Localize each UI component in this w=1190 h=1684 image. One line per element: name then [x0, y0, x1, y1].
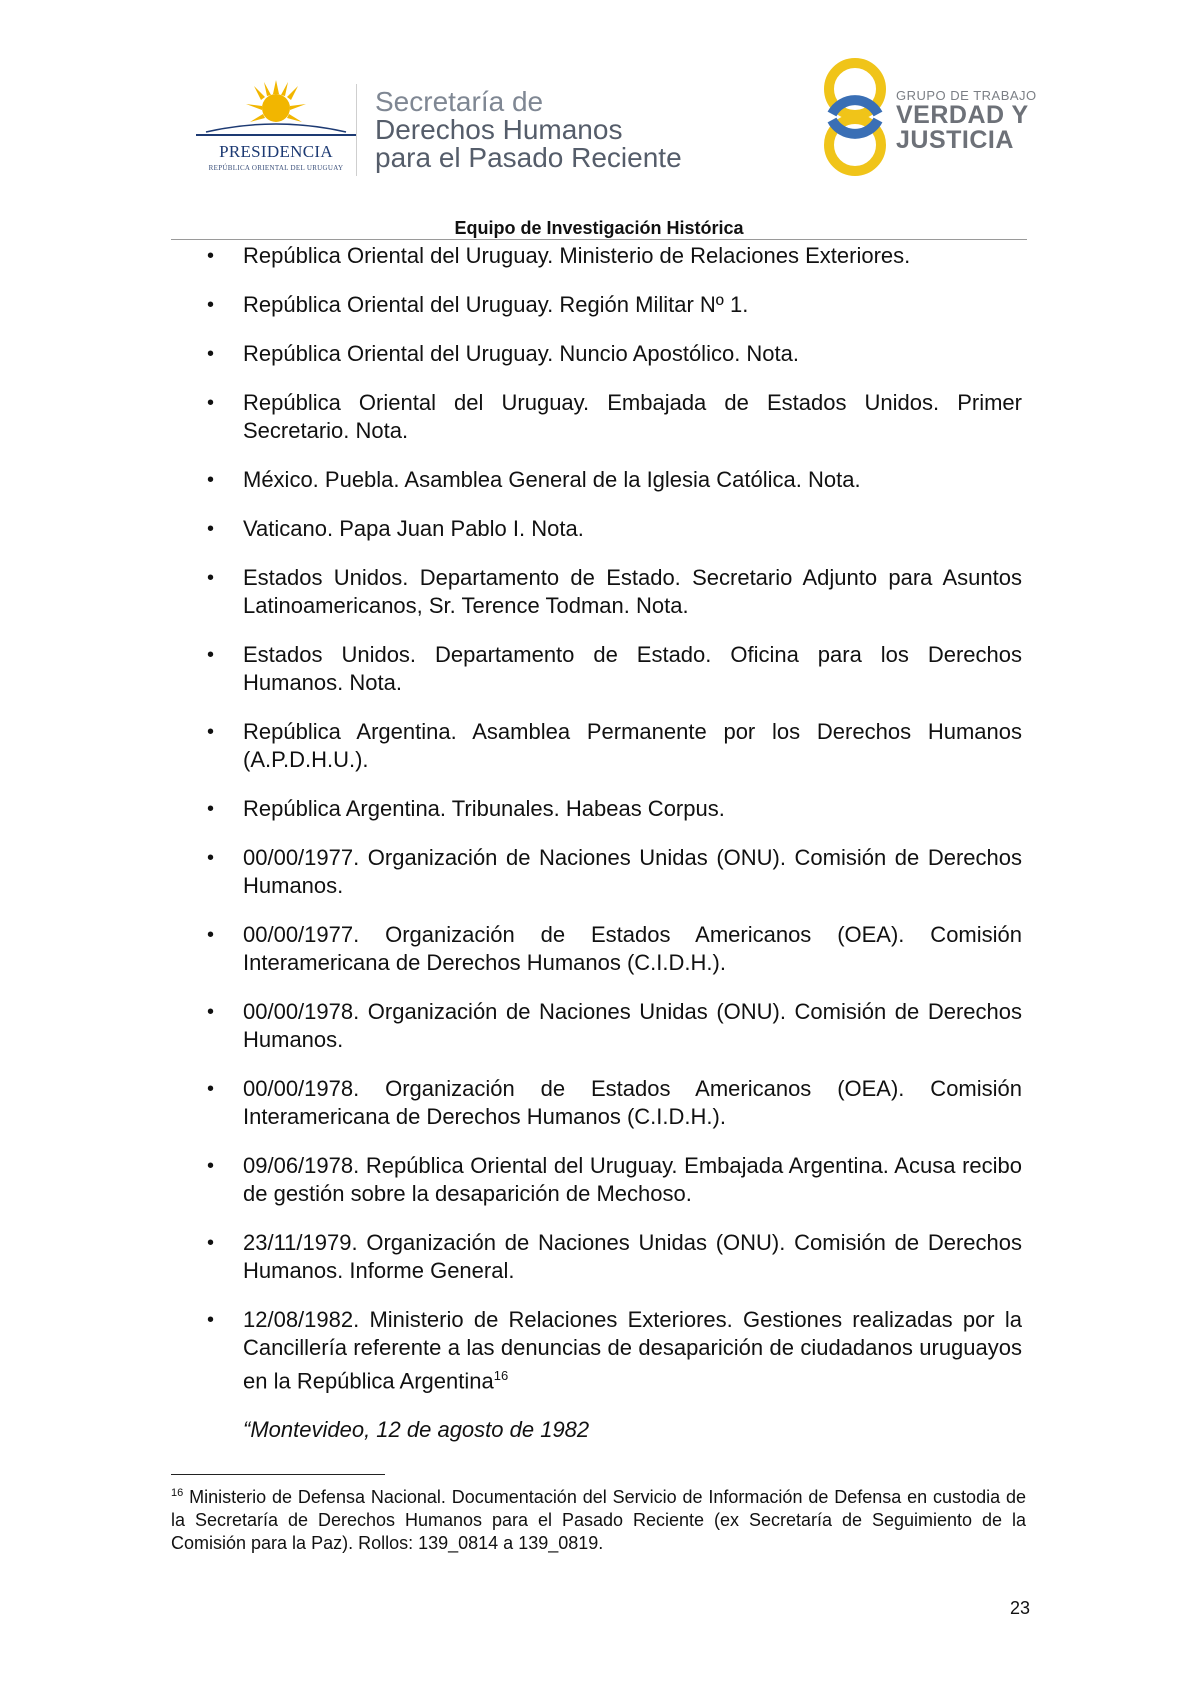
list-item: • República Oriental del Uruguay. Ministerio de Relaciones Exteriores. [207, 242, 1022, 270]
list-item: • Estados Unidos. Departamento de Estado. Oficina para los Derechos Humanos. Nota. [207, 641, 1022, 697]
list-item-text: 12/08/1982. Ministerio de Relaciones Exteriores. Gestiones realizadas por la Cancillería referente a las denuncias de desaparición de ciudadanos uruguayos en la República Argentina [243, 1307, 1022, 1394]
list-item: • República Argentina. Tribunales. Habeas Corpus. [207, 795, 1022, 823]
team-title: Equipo de Investigación Histórica [454, 218, 744, 238]
presidencia-rule [196, 134, 356, 136]
quote-text: “Montevideo, 12 de agosto de 1982 [243, 1417, 590, 1443]
sun-icon [196, 80, 356, 140]
presidencia-word: PRESIDENCIA [219, 142, 333, 161]
list-item: • República Oriental del Uruguay. Región Militar Nº 1. [207, 291, 1022, 319]
secretaria-line-2: Derechos Humanos [375, 114, 623, 145]
list-item: • 00/00/1978. Organización de Naciones Unidas (ONU). Comisión de Derechos Humanos. [207, 998, 1022, 1054]
list-item: • República Oriental del Uruguay. Embajada de Estados Unidos. Primer Secretario. Nota. [207, 389, 1022, 445]
list-item: • 00/00/1977. Organización de Naciones Unidas (ONU). Comisión de Derechos Humanos. [207, 844, 1022, 900]
secretaria-line-3: para el Pasado Reciente [375, 142, 682, 173]
footnote-ref[interactable]: 16 [493, 1368, 509, 1383]
secretaria-line-1: Secretaría de [375, 86, 544, 117]
list-item: • Estados Unidos. Departamento de Estado. Secretario Adjunto para Asuntos Latinoamericanos, Sr. Terence Todman. Nota. [207, 564, 1022, 620]
presidencia-logo [196, 80, 356, 180]
list-item: • 00/00/1977. Organización de Estados Americanos (OEA). Comisión Interamericana de Derechos Humanos (C.I.D.H.). [207, 921, 1022, 977]
verdad-justicia-logo-icon [820, 56, 890, 178]
page-number: 23 [1009, 1598, 1030, 1618]
list-item: • 23/11/1979. Organización de Naciones Unidas (ONU). Comisión de Derechos Humanos. Informe General. [207, 1229, 1022, 1285]
list-item: • Vaticano. Papa Juan Pablo I. Nota. [207, 515, 1022, 543]
list-item: • República Argentina. Asamblea Permanente por los Derechos Humanos (A.P.D.H.U.). [207, 718, 1022, 774]
footnote [171, 1482, 1026, 1555]
list-item: • República Oriental del Uruguay. Nuncio Apostólico. Nota. [207, 340, 1022, 368]
verdad-justicia-text [896, 88, 1037, 153]
document-list [207, 242, 1022, 1395]
list-item: • 00/00/1978. Organización de Estados Americanos (OEA). Comisión Interamericana de Derechos Humanos (C.I.D.H.). [207, 1075, 1022, 1131]
footnote-rule [171, 1474, 385, 1475]
header-separator [356, 84, 357, 176]
footnote-number: 16 [171, 1487, 184, 1499]
header-rule [171, 239, 1027, 240]
list-item: • 09/06/1978. República Oriental del Uruguay. Embajada Argentina. Acusa recibo de gestión sobre la desaparición de Mechoso. [207, 1152, 1022, 1208]
main-content [207, 242, 1022, 1444]
grupo-big-text-1: VERDAD Y [896, 101, 1029, 129]
grupo-big-text-2: JUSTICIA [896, 126, 1014, 154]
presidencia-subtitle: REPÚBLICA ORIENTAL DEL URUGUAY [208, 164, 344, 172]
footnote-text: Ministerio de Defensa Nacional. Documentación del Servicio de Información de Defensa en custodia de la Secretaría de Derechos Humanos para el Pasado Reciente (ex Secretaría de Seguimiento de la Comisión para la Paz). Rollos: 139_0814 a 139_0819. [171, 1487, 1026, 1553]
list-item-last [207, 1306, 1022, 1395]
page-header [0, 0, 1190, 238]
secretaria-logo-text [375, 88, 682, 172]
grupo-small-text: GRUPO DE TRABAJO [896, 88, 1037, 103]
list-item: • México. Puebla. Asamblea General de la Iglesia Católica. Nota. [207, 466, 1022, 494]
